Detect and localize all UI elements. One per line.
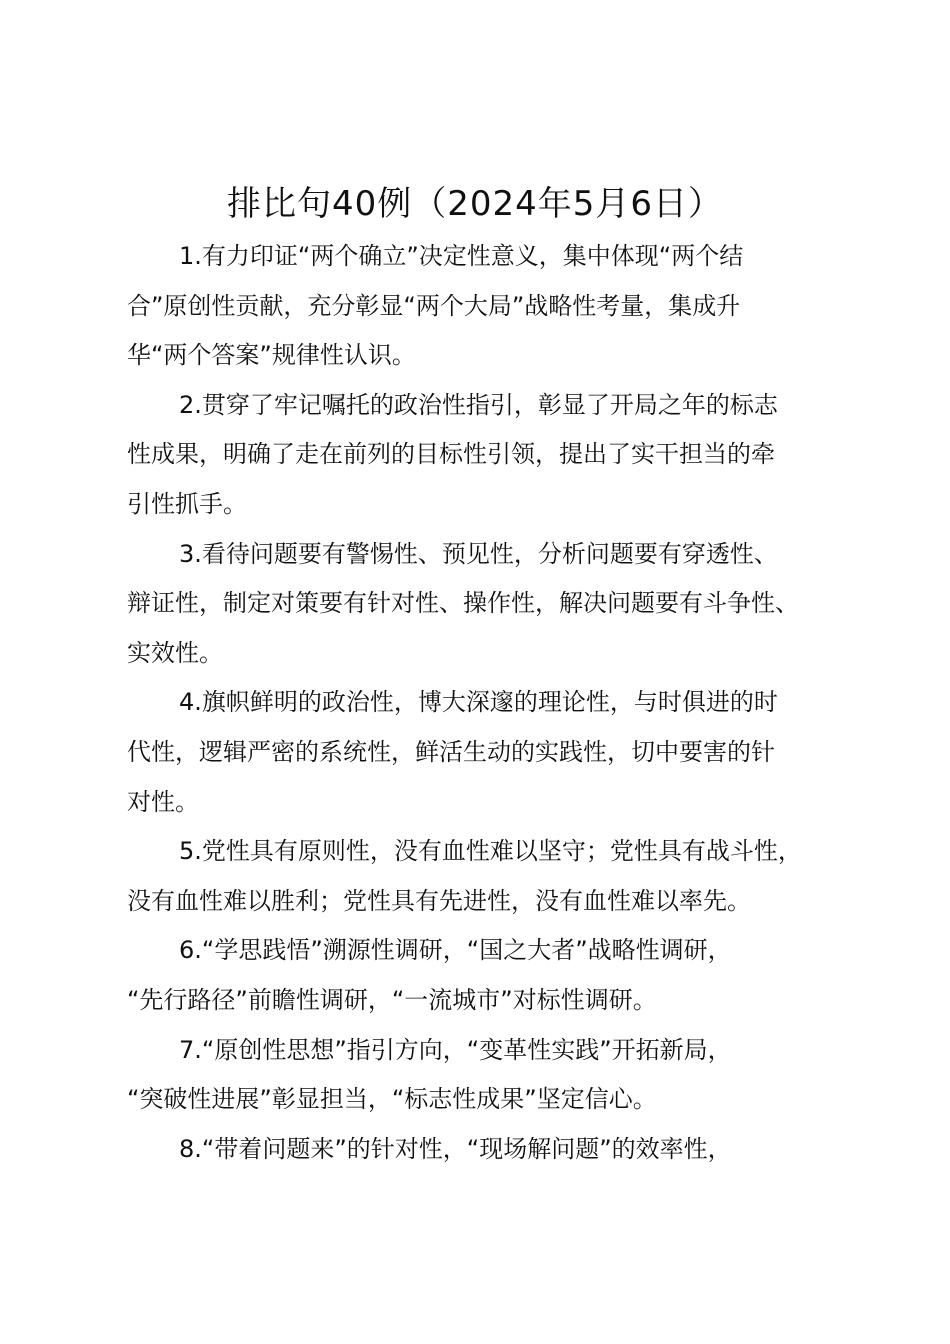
paragraph-line: 没有血性难以胜利；党性具有先进性，没有血性难以率先。 — [127, 886, 751, 915]
paragraph-line: 5.党性具有原则性，没有血性难以坚守；党性具有战斗性， — [179, 837, 802, 866]
paragraph-line: 合”原创性贡献，充分彰显“两个大局”战略性考量，集成升 — [127, 291, 741, 320]
paragraph-2 — [127, 381, 847, 530]
paragraph-1 — [127, 232, 847, 381]
paragraph-7 — [127, 1026, 847, 1125]
paragraph-line: 辩证性，制定对策要有针对性、操作性，解决问题要有斗争性、 — [127, 589, 799, 618]
paragraph-4 — [127, 678, 847, 827]
paragraph-line: 8.“带着问题来”的针对性，“现场解问题”的效率性， — [179, 1134, 732, 1163]
paragraph-line: “先行路径”前瞻性调研，“一流城市”对标性调研。 — [127, 985, 657, 1014]
paragraph-line: 引性抓手。 — [127, 489, 247, 518]
paragraph-8 — [127, 1125, 847, 1175]
paragraph-6 — [127, 926, 847, 1025]
paragraph-3 — [127, 530, 847, 679]
document-body — [127, 232, 847, 1174]
paragraph-line: 2.贯穿了牢记嘱托的政治性指引，彰显了开局之年的标志 — [179, 390, 778, 419]
paragraph-5 — [127, 827, 847, 926]
paragraph-line: 4.旗帜鲜明的政治性，博大深邃的理论性，与时俱进的时 — [179, 688, 778, 717]
paragraph-line: 7.“原创性思想”指引方向，“变革性实践”开拓新局， — [179, 1035, 732, 1064]
document-title: 排比句40例（2024年5月6日） — [226, 184, 724, 224]
paragraph-line: “突破性进展”彰显担当，“标志性成果”坚定信心。 — [127, 1085, 657, 1114]
paragraph-line: 1.有力印证“两个确立”决定性意义，集中体现“两个结 — [179, 242, 744, 270]
paragraph-line: 代性，逻辑严密的系统性，鲜活生动的实践性，切中要害的针 — [127, 737, 775, 766]
paragraph-line: 华“两个答案”规律性认识。 — [127, 341, 416, 370]
paragraph-line: 性成果，明确了走在前列的目标性引领，提出了实干担当的牵 — [127, 440, 775, 469]
paragraph-line: 6.“学思践悟”溯源性调研，“国之大者”战略性调研， — [179, 936, 732, 965]
paragraph-line: 对性。 — [127, 787, 199, 816]
paragraph-line: 实效性。 — [127, 638, 223, 667]
paragraph-line: 3.看待问题要有警惕性、预见性，分析问题要有穿透性、 — [179, 539, 778, 568]
